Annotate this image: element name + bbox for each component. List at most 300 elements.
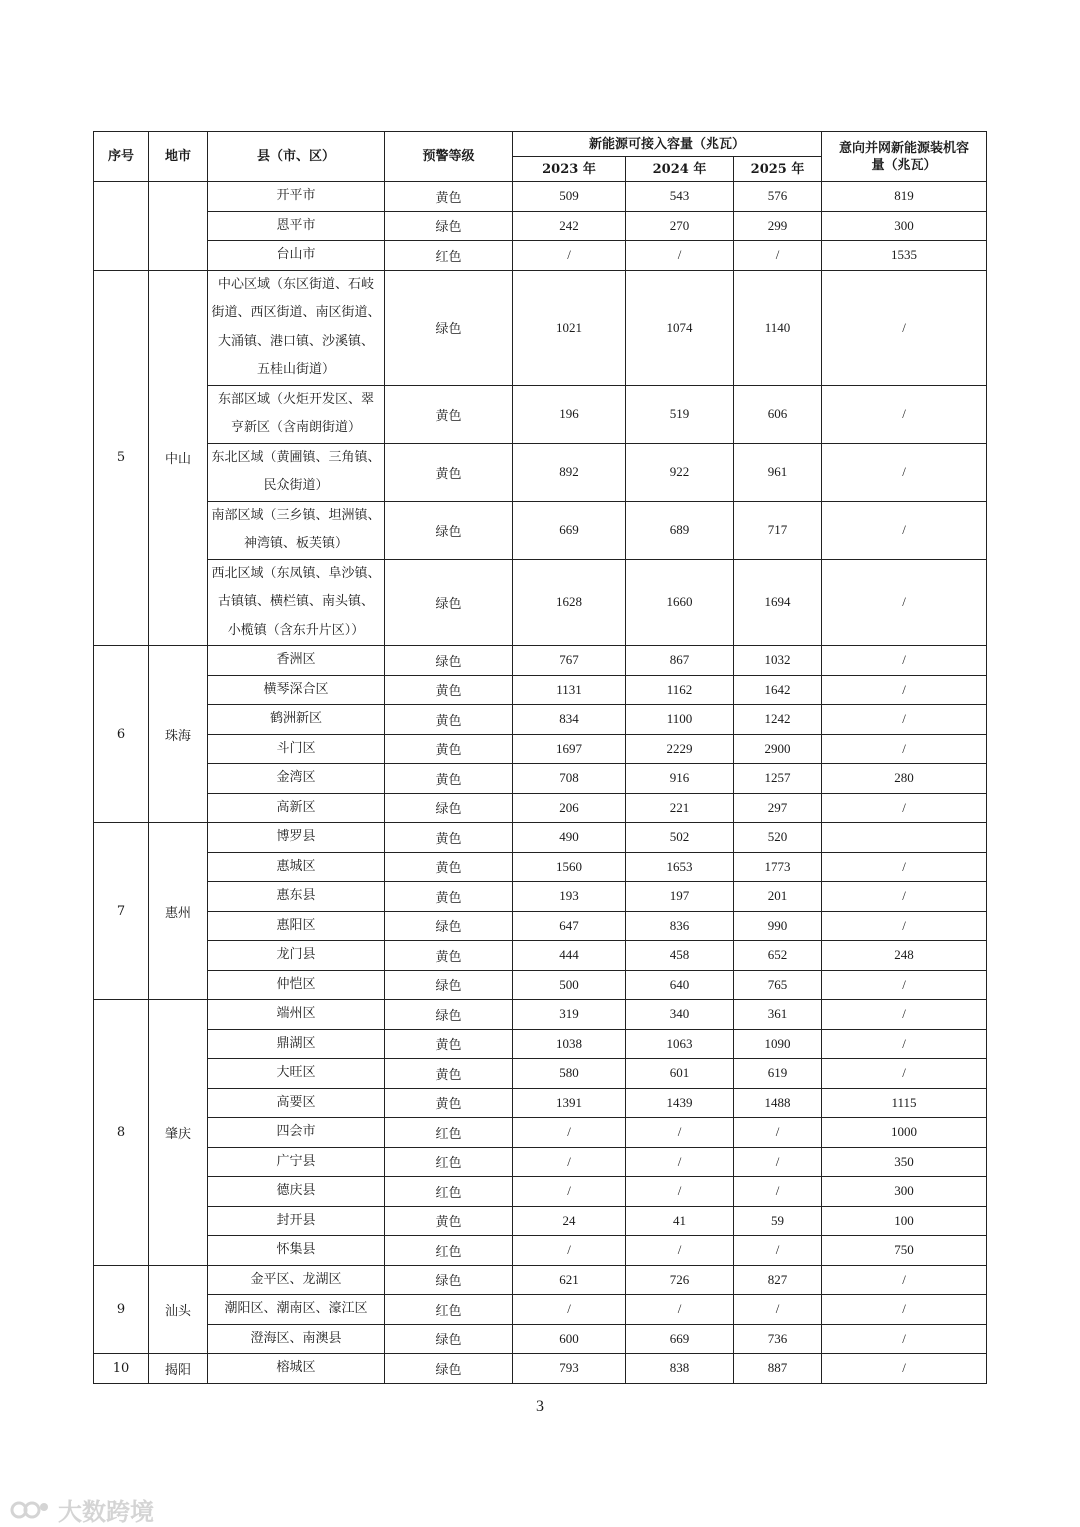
county-line: 小榄镇（含东升片区）） [227,622,365,638]
county-line: 大旺区 [276,1065,316,1080]
header-city: 地市 [149,132,208,182]
capacity-2024-cell: 838 [626,1354,734,1384]
header-2023: 2023 年 [513,157,626,182]
warning-level-cell: 红色 [385,1236,513,1266]
capacity-2024-cell: 922 [626,443,734,501]
capacity-2025-cell: 361 [734,1000,822,1030]
county-cell [208,734,385,764]
table-row [94,941,987,971]
capacity-2023-cell: 708 [513,764,626,794]
header-row-1 [94,132,987,157]
capacity-2023-cell: 793 [513,1354,626,1384]
intent-capacity-cell: / [822,559,987,646]
table-row [94,1000,987,1030]
county-line: 古镇镇、横栏镇、南头镇、 [217,594,374,609]
capacity-2024-cell: 867 [626,646,734,676]
county-line: 金湾区 [276,770,316,785]
intent-capacity-cell: / [822,734,987,764]
county-cell [208,1088,385,1118]
intent-capacity-cell: / [822,443,987,501]
capacity-2025-cell: / [734,1118,822,1148]
capacity-2023-cell: / [513,1177,626,1207]
capacity-2023-cell: 193 [513,882,626,912]
table-row [94,1265,987,1295]
intent-capacity-cell: / [822,1265,987,1295]
county-line: 惠阳区 [276,917,316,933]
intent-capacity-cell: 750 [822,1236,987,1266]
county-cell [208,941,385,971]
intent-capacity-cell: 300 [822,1177,987,1207]
capacity-2024-cell: 1074 [626,270,734,385]
county-line: 斗门区 [276,740,316,756]
intent-capacity-cell: / [822,911,987,941]
capacity-2025-cell: 59 [734,1206,822,1236]
county-cell [208,764,385,794]
county-cell [208,182,385,212]
table-row [94,1059,987,1089]
capacity-2023-cell: 206 [513,793,626,823]
county-line: 博罗县 [276,829,316,844]
warning-level-cell: 绿色 [385,970,513,1000]
warning-level-cell: 绿色 [385,1324,513,1354]
county-line: 神湾镇、板芙镇） [243,536,348,551]
county-line: 亨新区（含南朗街道） [230,420,361,435]
capacity-2025-cell: / [734,1295,822,1325]
capacity-2024-cell: 1439 [626,1088,734,1118]
capacity-2024-cell: 836 [626,911,734,941]
county-line: 惠东县 [276,888,316,903]
capacity-2023-cell: 1628 [513,559,626,646]
capacity-2024-cell: 640 [626,970,734,1000]
capacity-2024-cell: 221 [626,793,734,823]
warning-level-cell: 黄色 [385,675,513,705]
table-row [94,911,987,941]
warning-level-cell: 绿色 [385,1265,513,1295]
city-cell: 汕头 [149,1265,208,1354]
capacity-2025-cell: 1140 [734,270,822,385]
table-row [94,882,987,912]
watermark-text: 大数跨境 [58,1498,154,1526]
county-line: 民众街道） [263,478,329,493]
county-cell [208,970,385,1000]
table-row [94,1236,987,1266]
intent-capacity-cell: 1115 [822,1088,987,1118]
table-row [94,1354,987,1384]
seq-cell: 5 [94,270,149,646]
capacity-2025-cell: 990 [734,911,822,941]
intent-capacity-cell: 300 [822,211,987,241]
capacity-2024-cell: 2229 [626,734,734,764]
capacity-2025-cell: 2900 [734,734,822,764]
capacity-2023-cell: 242 [513,211,626,241]
county-cell [208,852,385,882]
capacity-2023-cell: / [513,1236,626,1266]
county-line: 惠城区 [276,858,316,874]
capacity-2024-cell: 519 [626,385,734,443]
capacity-2023-cell: 319 [513,1000,626,1030]
county-line: 大涌镇、港口镇、沙溪镇、 [217,333,374,349]
capacity-2025-cell: 1642 [734,675,822,705]
capacity-2024-cell: 1660 [626,559,734,646]
county-line: 东部区域（火炬开发区、翠 [217,391,374,407]
intent-capacity-cell: / [822,646,987,676]
intent-capacity-cell: / [822,1324,987,1354]
warning-level-cell: 黄色 [385,182,513,212]
warning-level-cell: 绿色 [385,793,513,823]
intent-capacity-cell: 280 [822,764,987,794]
capacity-2024-cell: 1063 [626,1029,734,1059]
table-row [94,1118,987,1148]
county-line: 鼎湖区 [276,1035,316,1051]
capacity-2025-cell: / [734,1147,822,1177]
capacity-2025-cell: 1488 [734,1088,822,1118]
intent-capacity-cell: 100 [822,1206,987,1236]
header-seq: 序号 [94,132,149,182]
capacity-2023-cell: 892 [513,443,626,501]
county-line: 横琴深合区 [263,681,329,697]
city-cell: 中山 [149,270,208,646]
capacity-2024-cell: / [626,1295,734,1325]
warning-level-cell: 红色 [385,1177,513,1207]
city-cell: 肇庆 [149,1000,208,1266]
capacity-2025-cell: / [734,1177,822,1207]
capacity-2024-cell: 1653 [626,852,734,882]
seq-cell: 8 [94,1000,149,1266]
capacity-2023-cell: 580 [513,1059,626,1089]
warning-level-cell: 绿色 [385,501,513,559]
table-row [94,734,987,764]
table-row [94,501,987,559]
intent-capacity-cell: / [822,852,987,882]
county-cell [208,1206,385,1236]
county-cell [208,1265,385,1295]
capacity-2025-cell: 765 [734,970,822,1000]
table-row [94,211,987,241]
county-cell [208,793,385,823]
capacity-2024-cell: 502 [626,823,734,853]
county-cell [208,823,385,853]
county-cell [208,1236,385,1266]
table-row [94,705,987,735]
capacity-2023-cell: 490 [513,823,626,853]
capacity-2023-cell: 1391 [513,1088,626,1118]
warning-level-cell: 黄色 [385,823,513,853]
capacity-2025-cell: 1773 [734,852,822,882]
capacity-2024-cell: 197 [626,882,734,912]
capacity-2024-cell: 458 [626,941,734,971]
capacity-2024-cell: 669 [626,1324,734,1354]
capacity-table [93,131,987,1384]
capacity-2025-cell: 736 [734,1324,822,1354]
capacity-2023-cell: 669 [513,501,626,559]
capacity-2025-cell: 297 [734,793,822,823]
capacity-2025-cell: 827 [734,1265,822,1295]
header-intent: 意向并网新能源装机容量（兆瓦） [822,132,987,182]
table-row [94,646,987,676]
capacity-2023-cell: 509 [513,182,626,212]
county-line: 鹤洲新区 [269,711,322,726]
county-cell [208,270,385,385]
warning-level-cell: 红色 [385,1118,513,1148]
warning-level-cell: 黄色 [385,705,513,735]
county-line: 五桂山街道） [256,362,335,377]
city-cell [149,182,208,271]
county-cell [208,1147,385,1177]
county-cell [208,1295,385,1325]
capacity-2023-cell: 1560 [513,852,626,882]
county-line: 香洲区 [276,652,316,667]
county-line: 西北区域（东凤镇、阜沙镇、 [211,565,381,581]
county-cell [208,1029,385,1059]
county-cell [208,501,385,559]
capacity-2023-cell: 767 [513,646,626,676]
intent-capacity-cell: 1000 [822,1118,987,1148]
county-cell [208,675,385,705]
header-level: 预警等级 [385,132,513,182]
table-row [94,852,987,882]
intent-capacity-cell: 1535 [822,241,987,271]
capacity-2023-cell: 600 [513,1324,626,1354]
seq-cell: 10 [94,1354,149,1384]
intent-capacity-cell: 350 [822,1147,987,1177]
county-line: 街道、西区街道、南区街道、 [211,305,381,320]
county-cell [208,646,385,676]
warning-level-cell: 绿色 [385,646,513,676]
intent-capacity-cell: / [822,793,987,823]
table-row [94,241,987,271]
county-line: 仲恺区 [276,976,316,992]
county-cell [208,911,385,941]
capacity-2025-cell: 887 [734,1354,822,1384]
capacity-2023-cell: / [513,1118,626,1148]
warning-level-cell: 绿色 [385,211,513,241]
watermark-logo-icon [10,1497,50,1523]
county-cell [208,241,385,271]
header-2025: 2025 年 [734,157,822,182]
watermark [10,1492,154,1527]
county-cell [208,559,385,646]
table-row [94,1324,987,1354]
county-cell [208,1059,385,1089]
table-row [94,823,987,853]
warning-level-cell: 绿色 [385,559,513,646]
intent-capacity-cell: / [822,970,987,1000]
capacity-2024-cell: 601 [626,1059,734,1089]
warning-level-cell: 黄色 [385,882,513,912]
seq-cell: 9 [94,1265,149,1354]
county-line: 潮阳区、潮南区、濠江区 [224,1301,368,1316]
county-line: 台山市 [276,247,316,262]
city-cell: 珠海 [149,646,208,823]
intent-capacity-cell: / [822,1059,987,1089]
capacity-2025-cell: 717 [734,501,822,559]
capacity-2025-cell: 1257 [734,764,822,794]
capacity-2024-cell: 689 [626,501,734,559]
capacity-2023-cell: 1021 [513,270,626,385]
capacity-2023-cell: / [513,1147,626,1177]
county-line: 榕城区 [276,1360,316,1375]
county-line: 高新区 [276,799,316,815]
city-cell: 揭阳 [149,1354,208,1384]
capacity-2025-cell: / [734,241,822,271]
warning-level-cell: 黄色 [385,852,513,882]
capacity-2024-cell: / [626,1177,734,1207]
capacity-2024-cell: / [626,1236,734,1266]
table-row [94,559,987,646]
warning-level-cell: 黄色 [385,941,513,971]
county-line: 封开县 [276,1212,316,1228]
capacity-2023-cell: 647 [513,911,626,941]
intent-capacity-cell: 248 [822,941,987,971]
table-body [94,182,987,1384]
capacity-2023-cell: 621 [513,1265,626,1295]
intent-capacity-cell [822,823,987,853]
capacity-2025-cell: 1032 [734,646,822,676]
intent-capacity-cell: / [822,1029,987,1059]
county-line: 龙门县 [276,947,316,962]
capacity-2025-cell: / [734,1236,822,1266]
capacity-2025-cell: 576 [734,182,822,212]
intent-capacity-cell: / [822,675,987,705]
table-row [94,1177,987,1207]
capacity-2025-cell: 1090 [734,1029,822,1059]
capacity-2024-cell: / [626,241,734,271]
intent-capacity-cell: / [822,1354,987,1384]
header-county: 县（市、区） [208,132,385,182]
county-line: 怀集县 [276,1242,316,1257]
county-cell [208,1177,385,1207]
table-row [94,793,987,823]
capacity-2025-cell: 652 [734,941,822,971]
intent-capacity-cell: / [822,385,987,443]
warning-level-cell: 黄色 [385,1059,513,1089]
header-capacity-group: 新能源可接入容量（兆瓦） [513,132,822,157]
warning-level-cell: 绿色 [385,270,513,385]
table-row [94,1295,987,1325]
capacity-2025-cell: 961 [734,443,822,501]
capacity-2024-cell: 726 [626,1265,734,1295]
warning-level-cell: 红色 [385,1295,513,1325]
warning-level-cell: 黄色 [385,1088,513,1118]
capacity-2024-cell: 270 [626,211,734,241]
capacity-2023-cell: 196 [513,385,626,443]
county-line: 金平区、龙湖区 [250,1271,342,1287]
intent-capacity-cell: / [822,270,987,385]
county-cell [208,1324,385,1354]
capacity-2023-cell: 834 [513,705,626,735]
warning-level-cell: 黄色 [385,443,513,501]
intent-capacity-cell: / [822,705,987,735]
table-row [94,1147,987,1177]
county-cell [208,882,385,912]
capacity-2025-cell: 1242 [734,705,822,735]
warning-level-cell: 黄色 [385,1029,513,1059]
county-line: 高要区 [276,1094,316,1110]
capacity-2023-cell: 1697 [513,734,626,764]
warning-level-cell: 红色 [385,241,513,271]
county-line: 南部区域（三乡镇、坦洲镇、 [211,507,381,523]
warning-level-cell: 绿色 [385,911,513,941]
capacity-2024-cell: 543 [626,182,734,212]
capacity-2024-cell: / [626,1118,734,1148]
county-line: 广宁县 [276,1153,316,1169]
capacity-2024-cell: 916 [626,764,734,794]
table-row [94,764,987,794]
capacity-2025-cell: 619 [734,1059,822,1089]
capacity-2024-cell: 1162 [626,675,734,705]
warning-level-cell: 黄色 [385,1206,513,1236]
warning-level-cell: 黄色 [385,385,513,443]
warning-level-cell: 黄色 [385,764,513,794]
warning-level-cell: 黄色 [385,734,513,764]
seq-cell: 7 [94,823,149,1000]
county-line: 恩平市 [276,217,316,233]
warning-level-cell: 绿色 [385,1000,513,1030]
table-row [94,443,987,501]
table-row [94,385,987,443]
county-line: 东北区域（黄圃镇、三角镇、 [211,449,381,465]
capacity-2023-cell: / [513,241,626,271]
county-cell [208,443,385,501]
county-cell [208,1000,385,1030]
county-line: 四会市 [276,1124,316,1139]
capacity-2023-cell: 444 [513,941,626,971]
capacity-2025-cell: 299 [734,211,822,241]
county-cell [208,1118,385,1148]
county-cell [208,705,385,735]
capacity-2025-cell: 520 [734,823,822,853]
table-row [94,1088,987,1118]
capacity-2024-cell: / [626,1147,734,1177]
capacity-2025-cell: 606 [734,385,822,443]
capacity-2023-cell: 1038 [513,1029,626,1059]
county-line: 中心区域（东区街道、石岐 [217,276,374,292]
county-cell [208,211,385,241]
table-row [94,182,987,212]
intent-capacity-cell: / [822,501,987,559]
county-line: 端州区 [276,1006,316,1021]
capacity-2024-cell: 1100 [626,705,734,735]
table-row [94,970,987,1000]
intent-capacity-cell: / [822,1000,987,1030]
header-2024: 2024 年 [626,157,734,182]
county-line: 德庆县 [276,1183,316,1198]
county-line: 开平市 [276,188,316,203]
city-cell: 惠州 [149,823,208,1000]
capacity-2023-cell: / [513,1295,626,1325]
table-row [94,1206,987,1236]
intent-capacity-cell: / [822,882,987,912]
capacity-2023-cell: 500 [513,970,626,1000]
county-line: 澄海区、南澳县 [250,1330,342,1346]
intent-capacity-cell: 819 [822,182,987,212]
intent-capacity-cell: / [822,1295,987,1325]
capacity-2024-cell: 41 [626,1206,734,1236]
county-cell [208,385,385,443]
capacity-2024-cell: 340 [626,1000,734,1030]
seq-cell [94,182,149,271]
seq-cell: 6 [94,646,149,823]
capacity-2025-cell: 201 [734,882,822,912]
capacity-2023-cell: 24 [513,1206,626,1236]
capacity-2025-cell: 1694 [734,559,822,646]
table-row [94,675,987,705]
warning-level-cell: 绿色 [385,1354,513,1384]
county-cell [208,1354,385,1384]
warning-level-cell: 红色 [385,1147,513,1177]
table-row [94,270,987,385]
capacity-2023-cell: 1131 [513,675,626,705]
